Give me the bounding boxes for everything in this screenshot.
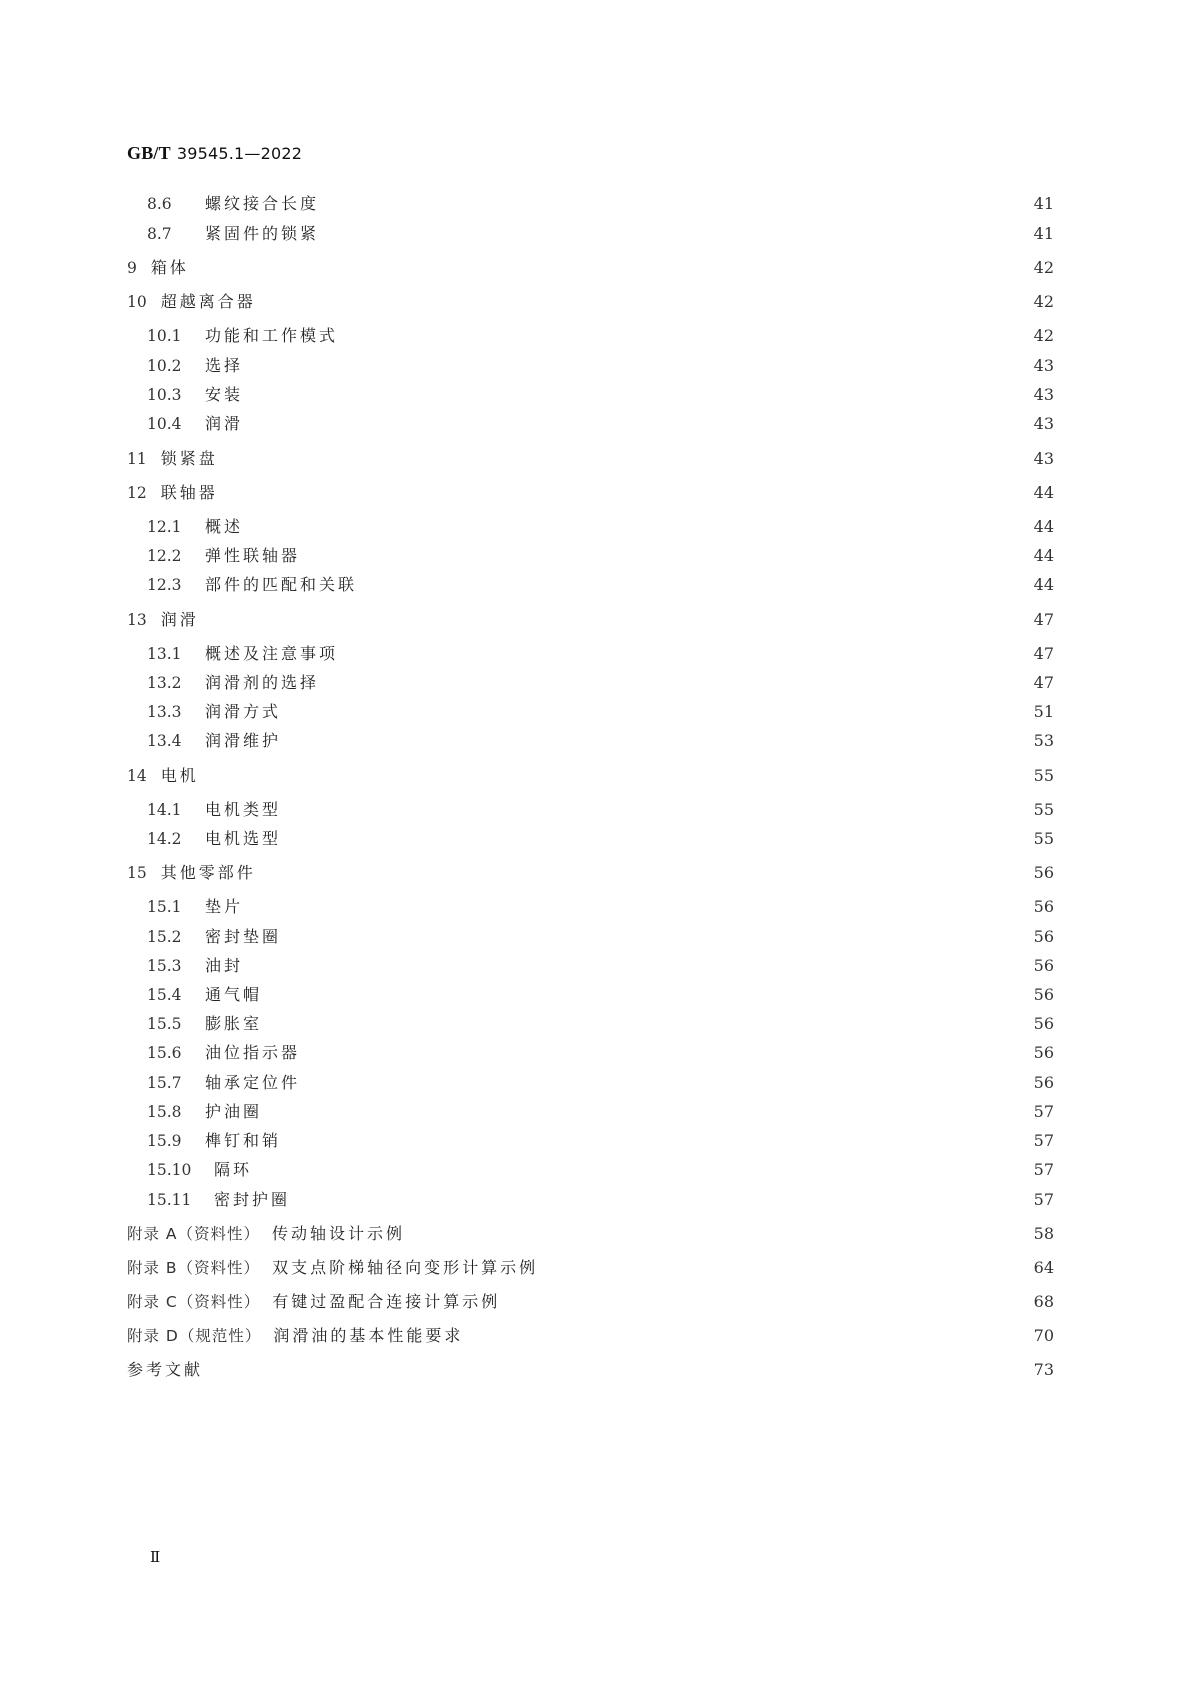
toc-entry-number: 12.3 bbox=[147, 576, 182, 594]
toc-entry-number: 15.7 bbox=[147, 1074, 182, 1092]
toc-entry-title: 双支点阶梯轴径向变形计算示例 bbox=[272, 1258, 539, 1277]
toc-entry-page: 57 bbox=[1033, 1160, 1054, 1179]
toc-entry-number: 13.2 bbox=[147, 674, 182, 692]
toc-dot-leader bbox=[323, 223, 1020, 245]
toc-entry[interactable] bbox=[127, 1189, 1054, 1211]
toc-entry-number: 15.2 bbox=[147, 928, 182, 946]
toc-entry-number: 15.9 bbox=[147, 1132, 182, 1150]
toc-entry-page: 44 bbox=[1033, 546, 1054, 565]
toc-entry-page: 56 bbox=[1033, 1043, 1054, 1062]
toc-entry[interactable] bbox=[127, 1257, 1054, 1279]
toc-entry-title: 膨胀室 bbox=[205, 1014, 263, 1033]
toc-dot-leader bbox=[266, 1013, 1020, 1035]
toc-dot-leader bbox=[247, 413, 1020, 435]
toc-entry-page: 43 bbox=[1033, 414, 1054, 433]
toc-dot-leader bbox=[285, 799, 1020, 821]
toc-entry-title: 密封护圈 bbox=[214, 1190, 291, 1209]
toc-entry-title: 密封垫圈 bbox=[205, 927, 282, 946]
toc-entry-title: 功能和工作模式 bbox=[205, 326, 339, 345]
toc-entry[interactable] bbox=[127, 896, 1054, 918]
toc-dot-leader bbox=[285, 1130, 1020, 1152]
toc-dot-leader bbox=[266, 1101, 1020, 1123]
toc-entry-page: 73 bbox=[1033, 1360, 1054, 1379]
toc-entry-page: 47 bbox=[1033, 673, 1054, 692]
toc-entry[interactable] bbox=[127, 1130, 1054, 1152]
toc-entry-number: 附录 A（资料性） bbox=[127, 1225, 261, 1243]
toc-entry-number: 附录 C（资料性） bbox=[127, 1293, 261, 1311]
toc-dot-leader bbox=[207, 1359, 1020, 1381]
toc-dot-leader bbox=[222, 448, 1020, 470]
toc-dot-leader bbox=[304, 1072, 1020, 1094]
toc-entry-number: 9 bbox=[127, 259, 137, 277]
toc-entry[interactable] bbox=[127, 672, 1054, 694]
toc-entry-title: 润滑 bbox=[205, 414, 244, 433]
toc-entry-number: 14.2 bbox=[147, 830, 182, 848]
toc-entry-title: 弹性联轴器 bbox=[205, 546, 301, 565]
toc-entry-title: 部件的匹配和关联 bbox=[205, 575, 358, 594]
toc-entry[interactable] bbox=[127, 926, 1054, 948]
toc-entry[interactable] bbox=[127, 516, 1054, 538]
toc-entry-page: 56 bbox=[1033, 863, 1054, 882]
toc-entry[interactable] bbox=[127, 1042, 1054, 1064]
toc-dot-leader bbox=[409, 1223, 1020, 1245]
toc-entry-title: 隔环 bbox=[214, 1160, 253, 1179]
toc-entry[interactable] bbox=[127, 1223, 1054, 1245]
toc-entry-number: 13 bbox=[127, 611, 147, 629]
toc-entry[interactable] bbox=[127, 325, 1054, 347]
toc-entry-title: 螺纹接合长度 bbox=[205, 194, 320, 213]
toc-entry[interactable] bbox=[127, 545, 1054, 567]
toc-entry-title: 润滑维护 bbox=[205, 731, 282, 750]
toc-entry-title: 其他零部件 bbox=[160, 863, 256, 882]
toc-entry[interactable] bbox=[127, 1325, 1054, 1347]
toc-dot-leader bbox=[542, 1257, 1020, 1279]
toc-entry-number: 13.3 bbox=[147, 703, 182, 721]
toc-entry-number: 15.8 bbox=[147, 1103, 182, 1121]
toc-dot-leader bbox=[193, 257, 1020, 279]
toc-entry[interactable] bbox=[127, 257, 1054, 279]
toc-entry-page: 41 bbox=[1033, 194, 1054, 213]
toc-dot-leader bbox=[361, 574, 1020, 596]
toc-entry-title: 护油圈 bbox=[205, 1102, 263, 1121]
toc-entry[interactable] bbox=[127, 1359, 1054, 1381]
toc-entry-number: 10.1 bbox=[147, 327, 182, 345]
toc-entry-page: 56 bbox=[1033, 927, 1054, 946]
toc-entry-page: 55 bbox=[1033, 800, 1054, 819]
toc-entry-number: 12.1 bbox=[147, 518, 182, 536]
toc-entry-page: 55 bbox=[1033, 829, 1054, 848]
toc-entry-title: 箱体 bbox=[150, 258, 189, 277]
toc-entry-page: 56 bbox=[1033, 897, 1054, 916]
toc-entry-number: 10 bbox=[127, 293, 147, 311]
toc-entry[interactable] bbox=[127, 193, 1054, 215]
toc-entry-page: 57 bbox=[1033, 1190, 1054, 1209]
toc-entry-number: 15.11 bbox=[147, 1191, 192, 1209]
toc-entry[interactable] bbox=[127, 574, 1054, 596]
toc-entry-number: 13.4 bbox=[147, 732, 182, 750]
toc-entry-title: 传动轴设计示例 bbox=[272, 1224, 406, 1243]
toc-entry-number: 13.1 bbox=[147, 645, 182, 663]
toc-entry-number: 附录 D（规范性） bbox=[127, 1327, 262, 1345]
toc-dot-leader bbox=[285, 730, 1020, 752]
toc-entry-number: 14 bbox=[127, 767, 147, 785]
toc-entry-page: 41 bbox=[1033, 224, 1054, 243]
toc-entry[interactable] bbox=[127, 701, 1054, 723]
toc-entry-title: 选择 bbox=[205, 356, 244, 375]
toc-entry-number: 15 bbox=[127, 864, 147, 882]
toc-dot-leader bbox=[266, 984, 1020, 1006]
toc-entry-title: 电机类型 bbox=[205, 800, 282, 819]
toc-entry-page: 47 bbox=[1033, 610, 1054, 629]
toc-entry[interactable] bbox=[127, 765, 1054, 787]
toc-entry-page: 57 bbox=[1033, 1102, 1054, 1121]
toc-entry-page: 42 bbox=[1033, 292, 1054, 311]
toc-entry[interactable] bbox=[127, 1101, 1054, 1123]
toc-dot-leader bbox=[323, 193, 1020, 215]
toc-entry-title: 榫钉和销 bbox=[205, 1131, 282, 1150]
toc-entry-title: 紧固件的锁紧 bbox=[205, 224, 320, 243]
toc-entry-title: 超越离合器 bbox=[160, 292, 256, 311]
toc-entry[interactable] bbox=[127, 223, 1054, 245]
toc-entry-title: 有键过盈配合连接计算示例 bbox=[272, 1292, 501, 1311]
toc-entry-page: 44 bbox=[1033, 517, 1054, 536]
toc-entry[interactable] bbox=[127, 609, 1054, 631]
toc-entry-page: 56 bbox=[1033, 1073, 1054, 1092]
toc-entry-number: 14.1 bbox=[147, 801, 182, 819]
toc-entry-page: 56 bbox=[1033, 1014, 1054, 1033]
toc-entry-title: 润滑方式 bbox=[205, 702, 282, 721]
toc-entry-page: 42 bbox=[1033, 258, 1054, 277]
toc-entry-title: 概述及注意事项 bbox=[205, 644, 339, 663]
toc-dot-leader bbox=[342, 325, 1020, 347]
toc-dot-leader bbox=[247, 516, 1020, 538]
toc-entry[interactable] bbox=[127, 1159, 1054, 1181]
toc-entry-page: 56 bbox=[1033, 956, 1054, 975]
toc-dot-leader bbox=[285, 828, 1020, 850]
toc-dot-leader bbox=[342, 643, 1020, 665]
toc-entry-page: 43 bbox=[1033, 449, 1054, 468]
toc-dot-leader bbox=[467, 1325, 1020, 1347]
toc-entry-title: 油位指示器 bbox=[205, 1043, 301, 1062]
toc-entry-number: 8.6 bbox=[147, 195, 172, 213]
toc-entry[interactable] bbox=[127, 482, 1054, 504]
toc-entry[interactable] bbox=[127, 730, 1054, 752]
toc-entry-page: 56 bbox=[1033, 985, 1054, 1004]
toc-dot-leader bbox=[260, 862, 1020, 884]
toc-entry-title: 油封 bbox=[205, 956, 244, 975]
toc-entry-title: 通气帽 bbox=[205, 985, 263, 1004]
toc-entry-page: 43 bbox=[1033, 385, 1054, 404]
toc-entry-title: 垫片 bbox=[205, 897, 244, 916]
toc-entry-title: 联轴器 bbox=[160, 483, 218, 502]
toc-entry-title: 锁紧盘 bbox=[160, 449, 218, 468]
toc-entry-number: 10.3 bbox=[147, 386, 182, 404]
toc-dot-leader bbox=[304, 545, 1020, 567]
toc-entry[interactable] bbox=[127, 862, 1054, 884]
toc-entry-number: 12.2 bbox=[147, 547, 182, 565]
toc-dot-leader bbox=[247, 355, 1020, 377]
toc-dot-leader bbox=[285, 701, 1020, 723]
document-header bbox=[127, 143, 302, 164]
toc-dot-leader bbox=[323, 672, 1020, 694]
toc-entry[interactable] bbox=[127, 1291, 1054, 1313]
toc-entry-number: 15.4 bbox=[147, 986, 182, 1004]
toc-dot-leader bbox=[203, 765, 1020, 787]
toc-dot-leader bbox=[304, 1042, 1020, 1064]
toc-entry-number: 15.10 bbox=[147, 1161, 192, 1179]
toc-dot-leader bbox=[294, 1189, 1020, 1211]
toc-entry[interactable] bbox=[127, 984, 1054, 1006]
toc-entry-number: 15.6 bbox=[147, 1044, 182, 1062]
toc-entry-title: 参考文献 bbox=[127, 1360, 204, 1379]
toc-entry-page: 44 bbox=[1033, 483, 1054, 502]
page-number: Ⅱ bbox=[150, 1550, 161, 1566]
toc-entry-number: 8.7 bbox=[147, 225, 172, 243]
toc-entry-title: 电机 bbox=[160, 766, 199, 785]
toc-entry-title: 润滑 bbox=[160, 610, 199, 629]
toc-entry-page: 68 bbox=[1033, 1292, 1054, 1311]
toc-entry-number: 10.2 bbox=[147, 357, 182, 375]
toc-dot-leader bbox=[203, 609, 1020, 631]
toc-entry-number: 15.1 bbox=[147, 898, 182, 916]
toc-entry-page: 55 bbox=[1033, 766, 1054, 785]
toc-entry[interactable] bbox=[127, 291, 1054, 313]
toc-dot-leader bbox=[247, 955, 1020, 977]
toc-entry-title: 电机选型 bbox=[205, 829, 282, 848]
standard-number: 39545.1—2022 bbox=[176, 144, 303, 163]
toc-entry[interactable] bbox=[127, 1072, 1054, 1094]
toc-entry[interactable] bbox=[127, 828, 1054, 850]
toc-entry-page: 57 bbox=[1033, 1131, 1054, 1150]
toc-entry-page: 64 bbox=[1033, 1258, 1054, 1277]
toc-entry-page: 58 bbox=[1033, 1224, 1054, 1243]
toc-entry-number: 10.4 bbox=[147, 415, 182, 433]
toc-entry-number: 15.3 bbox=[147, 957, 182, 975]
toc-entry-number: 附录 B（资料性） bbox=[127, 1259, 261, 1277]
toc-entry-number: 12 bbox=[127, 484, 147, 502]
standard-prefix: GB/T bbox=[127, 143, 171, 163]
toc-entry[interactable] bbox=[127, 355, 1054, 377]
toc-entry[interactable] bbox=[127, 799, 1054, 821]
toc-entry[interactable] bbox=[127, 448, 1054, 470]
toc-entry-number: 15.5 bbox=[147, 1015, 182, 1033]
toc-entry-title: 润滑油的基本性能要求 bbox=[273, 1326, 464, 1345]
toc-dot-leader bbox=[504, 1291, 1020, 1313]
toc-entry-title: 安装 bbox=[205, 385, 244, 404]
toc-dot-leader bbox=[285, 926, 1020, 948]
toc-entry-title: 轴承定位件 bbox=[205, 1073, 301, 1092]
toc-entry[interactable] bbox=[127, 384, 1054, 406]
toc-entry-page: 42 bbox=[1033, 326, 1054, 345]
toc-entry[interactable] bbox=[127, 1013, 1054, 1035]
toc-entry-page: 43 bbox=[1033, 356, 1054, 375]
toc-entry-title: 润滑剂的选择 bbox=[205, 673, 320, 692]
toc-entry-page: 51 bbox=[1033, 702, 1054, 721]
toc-dot-leader bbox=[247, 896, 1020, 918]
toc-entry[interactable] bbox=[127, 955, 1054, 977]
toc-entry[interactable] bbox=[127, 413, 1054, 435]
toc-entry-page: 70 bbox=[1033, 1326, 1054, 1345]
toc-entry-page: 47 bbox=[1033, 644, 1054, 663]
toc-dot-leader bbox=[260, 291, 1020, 313]
toc-entry-title: 概述 bbox=[205, 517, 244, 536]
toc-entry-number: 11 bbox=[127, 450, 147, 468]
toc-entry-page: 44 bbox=[1033, 575, 1054, 594]
toc-entry[interactable] bbox=[127, 643, 1054, 665]
toc-dot-leader bbox=[256, 1159, 1020, 1181]
toc-entry-page: 53 bbox=[1033, 731, 1054, 750]
toc-dot-leader bbox=[222, 482, 1020, 504]
toc-dot-leader bbox=[247, 384, 1020, 406]
